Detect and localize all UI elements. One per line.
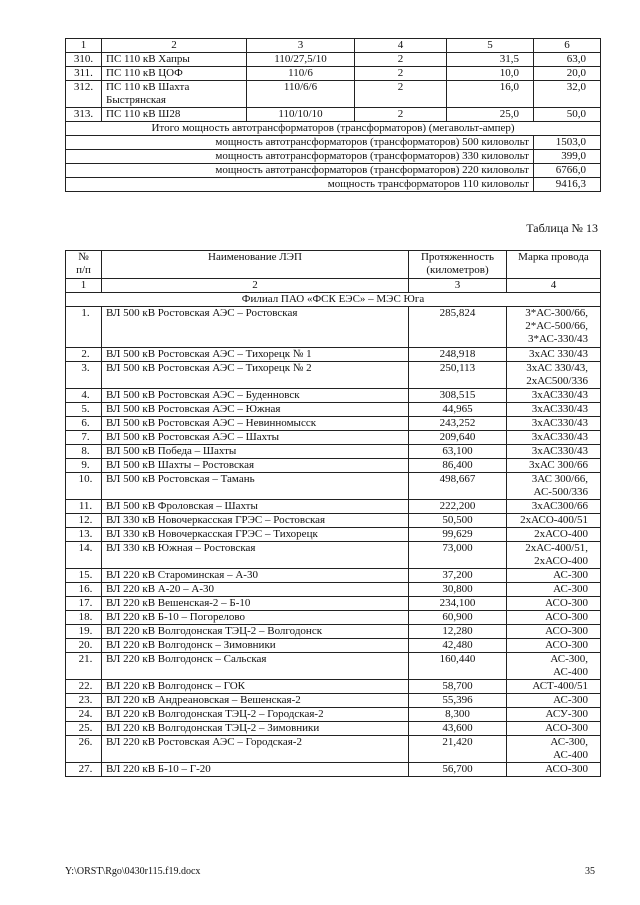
row-number: 21.: [66, 652, 102, 679]
column-number: 2: [102, 279, 409, 293]
wire-grade: 3хАС 330/43, 2хАС500/336: [507, 361, 601, 388]
table-row: [66, 307, 601, 348]
table-row: [66, 388, 601, 402]
table-row: [66, 67, 601, 81]
unit-power: 10,0: [447, 67, 534, 81]
table-header-row: [66, 39, 601, 53]
table-row: [66, 624, 601, 638]
column-number: 5: [447, 39, 534, 53]
total-value: 399,0: [534, 150, 601, 164]
line-length: 63,100: [409, 444, 507, 458]
row-number: 15.: [66, 568, 102, 582]
header-length: Протяженность (километров): [409, 251, 507, 279]
table-row: [66, 762, 601, 776]
line-name: ВЛ 500 кВ Ростовская АЭС – Невинномысск: [102, 416, 409, 430]
table-row: [66, 568, 601, 582]
line-length: 86,400: [409, 458, 507, 472]
table-row: [66, 81, 601, 108]
line-length: 99,629: [409, 527, 507, 541]
column-number: 4: [507, 279, 601, 293]
line-name: ВЛ 500 кВ Ростовская – Тамань: [102, 472, 409, 499]
line-length: 243,252: [409, 416, 507, 430]
table-caption: Таблица № 13: [526, 221, 598, 235]
line-length: 50,500: [409, 513, 507, 527]
transformer-count: 2: [355, 53, 447, 67]
line-name: ВЛ 500 кВ Ростовская АЭС – Ростовская: [102, 307, 409, 348]
table-row: [66, 444, 601, 458]
line-name: ВЛ 500 кВ Ростовская АЭС – Буденновск: [102, 388, 409, 402]
row-number: 312.: [66, 81, 102, 108]
column-number: 3: [247, 39, 355, 53]
total-title-row: [66, 122, 601, 136]
table-row: [66, 458, 601, 472]
substation-name: ПС 110 кВ Хапры: [102, 53, 247, 67]
table-row: [66, 693, 601, 707]
line-length: 43,600: [409, 721, 507, 735]
wire-grade: 3хАС 330/43: [507, 347, 601, 361]
document-path: Y:\ORST\Rgo\0430r115.f19.docx: [65, 866, 201, 877]
line-length: 73,000: [409, 541, 507, 568]
row-number: 12.: [66, 513, 102, 527]
table-row: [66, 707, 601, 721]
total-row: [66, 164, 601, 178]
row-number: 14.: [66, 541, 102, 568]
column-number: 1: [66, 279, 102, 293]
wire-grade: 3хАС330/43: [507, 402, 601, 416]
table-row: [66, 721, 601, 735]
line-name: ВЛ 500 кВ Фроловская – Шахты: [102, 499, 409, 513]
wire-grade: АСО-300: [507, 624, 601, 638]
line-name: ВЛ 220 кВ А-20 – А-30: [102, 582, 409, 596]
power-lines-table: [65, 250, 601, 777]
wire-grade: АС-300: [507, 693, 601, 707]
line-length: 234,100: [409, 596, 507, 610]
wire-grade: 3хАС330/43: [507, 388, 601, 402]
substation-name: ПС 110 кВ Ш28: [102, 108, 247, 122]
row-number: 16.: [66, 582, 102, 596]
line-length: 12,280: [409, 624, 507, 638]
voltage-ratio: 110/6: [247, 67, 355, 81]
line-name: ВЛ 500 кВ Победа – Шахты: [102, 444, 409, 458]
table-row: [66, 53, 601, 67]
line-name: ВЛ 220 кВ Волгодонск – Зимовники: [102, 638, 409, 652]
line-name: ВЛ 330 кВ Новочеркасская ГРЭС – Ростовская: [102, 513, 409, 527]
wire-grade: 3хАС330/43: [507, 444, 601, 458]
row-number: 25.: [66, 721, 102, 735]
wire-grade: АС-300, АС-400: [507, 652, 601, 679]
line-name: ВЛ 220 кВ Б-10 – Г-20: [102, 762, 409, 776]
unit-power: 25,0: [447, 108, 534, 122]
voltage-ratio: 110/6/6: [247, 81, 355, 108]
table-row: [66, 108, 601, 122]
row-number: 3.: [66, 361, 102, 388]
table-row: [66, 347, 601, 361]
row-number: 8.: [66, 444, 102, 458]
total-row: [66, 150, 601, 164]
voltage-ratio: 110/27,5/10: [247, 53, 355, 67]
row-number: 7.: [66, 430, 102, 444]
line-name: ВЛ 500 кВ Ростовская АЭС – Южная: [102, 402, 409, 416]
line-length: 250,113: [409, 361, 507, 388]
line-name: ВЛ 500 кВ Ростовская АЭС – Тихорецк № 1: [102, 347, 409, 361]
row-number: 313.: [66, 108, 102, 122]
line-name: ВЛ 500 кВ Шахты – Ростовская: [102, 458, 409, 472]
column-number-row: [66, 279, 601, 293]
total-value: 6766,0: [534, 164, 601, 178]
total-value: 9416,3: [534, 178, 601, 192]
row-number: 26.: [66, 735, 102, 762]
total-label: мощность трансформаторов 110 киловольт: [66, 178, 534, 192]
line-length: 58,700: [409, 679, 507, 693]
line-length: 160,440: [409, 652, 507, 679]
line-name: ВЛ 500 кВ Ростовская АЭС – Тихорецк № 2: [102, 361, 409, 388]
row-number: 1.: [66, 307, 102, 348]
line-length: 222,200: [409, 499, 507, 513]
line-length: 60,900: [409, 610, 507, 624]
section-row: [66, 293, 601, 307]
line-length: 248,918: [409, 347, 507, 361]
row-number: 27.: [66, 762, 102, 776]
table-row: [66, 499, 601, 513]
table-row: [66, 596, 601, 610]
transformer-count: 2: [355, 67, 447, 81]
line-length: 55,396: [409, 693, 507, 707]
column-number: 3: [409, 279, 507, 293]
row-number: 311.: [66, 67, 102, 81]
row-number: 5.: [66, 402, 102, 416]
wire-grade: АСО-300: [507, 638, 601, 652]
total-label: мощность автотрансформаторов (трансформаторов) 220 киловольт: [66, 164, 534, 178]
row-number: 18.: [66, 610, 102, 624]
table-row: [66, 679, 601, 693]
line-name: ВЛ 220 кВ Волгодонск – ГОК: [102, 679, 409, 693]
header-wire-grade: Марка провода: [507, 251, 601, 279]
table-row: [66, 652, 601, 679]
line-length: 56,700: [409, 762, 507, 776]
row-number: 24.: [66, 707, 102, 721]
line-length: 498,667: [409, 472, 507, 499]
total-label: мощность автотрансформаторов (трансформаторов) 500 киловольт: [66, 136, 534, 150]
row-number: 11.: [66, 499, 102, 513]
column-number: 1: [66, 39, 102, 53]
table-header-row: [66, 251, 601, 279]
table-row: [66, 513, 601, 527]
wire-grade: 3АС 300/66, АС-500/336: [507, 472, 601, 499]
line-length: 209,640: [409, 430, 507, 444]
wire-grade: АСО-300: [507, 721, 601, 735]
line-name: ВЛ 220 кВ Ростовская АЭС – Городская-2: [102, 735, 409, 762]
row-number: 19.: [66, 624, 102, 638]
wire-grade: 3хАС330/43: [507, 416, 601, 430]
wire-grade: АСТ-400/51: [507, 679, 601, 693]
row-number: 10.: [66, 472, 102, 499]
wire-grade: 3хАС330/43: [507, 430, 601, 444]
page-number: 35: [585, 866, 595, 877]
wire-grade: 3хАС300/66: [507, 499, 601, 513]
header-number: № п/п: [66, 251, 102, 279]
line-name: ВЛ 220 кВ Волгодонск – Сальская: [102, 652, 409, 679]
substation-name: ПС 110 кВ Шахта Быстрянская: [102, 81, 247, 108]
wire-grade: 3*АС-300/66, 2*АС-500/66, 3*АС-330/43: [507, 307, 601, 348]
wire-grade: АС-300, АС-400: [507, 735, 601, 762]
wire-grade: АС-300: [507, 582, 601, 596]
row-number: 22.: [66, 679, 102, 693]
line-name: ВЛ 500 кВ Ростовская АЭС – Шахты: [102, 430, 409, 444]
unit-power: 16,0: [447, 81, 534, 108]
row-number: 6.: [66, 416, 102, 430]
row-number: 23.: [66, 693, 102, 707]
line-name: ВЛ 330 кВ Новочеркасская ГРЭС – Тихорецк: [102, 527, 409, 541]
wire-grade: 2хАСО-400: [507, 527, 601, 541]
line-name: ВЛ 220 кВ Вешенская-2 – Б-10: [102, 596, 409, 610]
substation-name: ПС 110 кВ ЦОФ: [102, 67, 247, 81]
total-power: 20,0: [534, 67, 601, 81]
row-number: 20.: [66, 638, 102, 652]
wire-grade: АСО-300: [507, 610, 601, 624]
row-number: 17.: [66, 596, 102, 610]
line-name: ВЛ 220 кВ Волгодонская ТЭЦ-2 – Волгодонск: [102, 624, 409, 638]
row-number: 4.: [66, 388, 102, 402]
line-length: 21,420: [409, 735, 507, 762]
line-name: ВЛ 220 кВ Волгодонская ТЭЦ-2 – Городская-2: [102, 707, 409, 721]
line-name: ВЛ 330 кВ Южная – Ростовская: [102, 541, 409, 568]
section-title: Филиал ПАО «ФСК ЕЭС» – МЭС Юга: [66, 293, 601, 307]
total-row: [66, 178, 601, 192]
total-power: 50,0: [534, 108, 601, 122]
line-name: ВЛ 220 кВ Андреановская – Вешенская-2: [102, 693, 409, 707]
line-length: 308,515: [409, 388, 507, 402]
wire-grade: АСО-300: [507, 596, 601, 610]
line-length: 8,300: [409, 707, 507, 721]
table-row: [66, 402, 601, 416]
line-name: ВЛ 220 кВ Волгодонская ТЭЦ-2 – Зимовники: [102, 721, 409, 735]
table-row: [66, 735, 601, 762]
line-length: 42,480: [409, 638, 507, 652]
substations-table: [65, 38, 601, 192]
line-length: 285,824: [409, 307, 507, 348]
line-length: 37,200: [409, 568, 507, 582]
row-number: 310.: [66, 53, 102, 67]
total-power: 32,0: [534, 81, 601, 108]
line-length: 44,965: [409, 402, 507, 416]
total-power: 63,0: [534, 53, 601, 67]
unit-power: 31,5: [447, 53, 534, 67]
wire-grade: 2хАС-400/51, 2хАСО-400: [507, 541, 601, 568]
table-row: [66, 527, 601, 541]
table-row: [66, 416, 601, 430]
table-row: [66, 361, 601, 388]
line-name: ВЛ 220 кВ Б-10 – Погорелово: [102, 610, 409, 624]
table-row: [66, 638, 601, 652]
wire-grade: АС-300: [507, 568, 601, 582]
table-row: [66, 430, 601, 444]
total-value: 1503,0: [534, 136, 601, 150]
line-length: 30,800: [409, 582, 507, 596]
line-name: ВЛ 220 кВ Староминская – А-30: [102, 568, 409, 582]
table-row: [66, 472, 601, 499]
wire-grade: АСО-300: [507, 762, 601, 776]
table-row: [66, 582, 601, 596]
total-row: [66, 136, 601, 150]
wire-grade: 3хАС 300/66: [507, 458, 601, 472]
wire-grade: АСУ-300: [507, 707, 601, 721]
row-number: 13.: [66, 527, 102, 541]
column-number: 6: [534, 39, 601, 53]
voltage-ratio: 110/10/10: [247, 108, 355, 122]
table-row: [66, 541, 601, 568]
total-title: Итого мощность автотрансформаторов (трансформаторов) (мегавольт-ампер): [66, 122, 601, 136]
row-number: 9.: [66, 458, 102, 472]
row-number: 2.: [66, 347, 102, 361]
table-row: [66, 610, 601, 624]
column-number: 2: [102, 39, 247, 53]
wire-grade: 2хАСО-400/51: [507, 513, 601, 527]
transformer-count: 2: [355, 108, 447, 122]
total-label: мощность автотрансформаторов (трансформаторов) 330 киловольт: [66, 150, 534, 164]
column-number: 4: [355, 39, 447, 53]
header-line-name: Наименование ЛЭП: [102, 251, 409, 279]
transformer-count: 2: [355, 81, 447, 108]
